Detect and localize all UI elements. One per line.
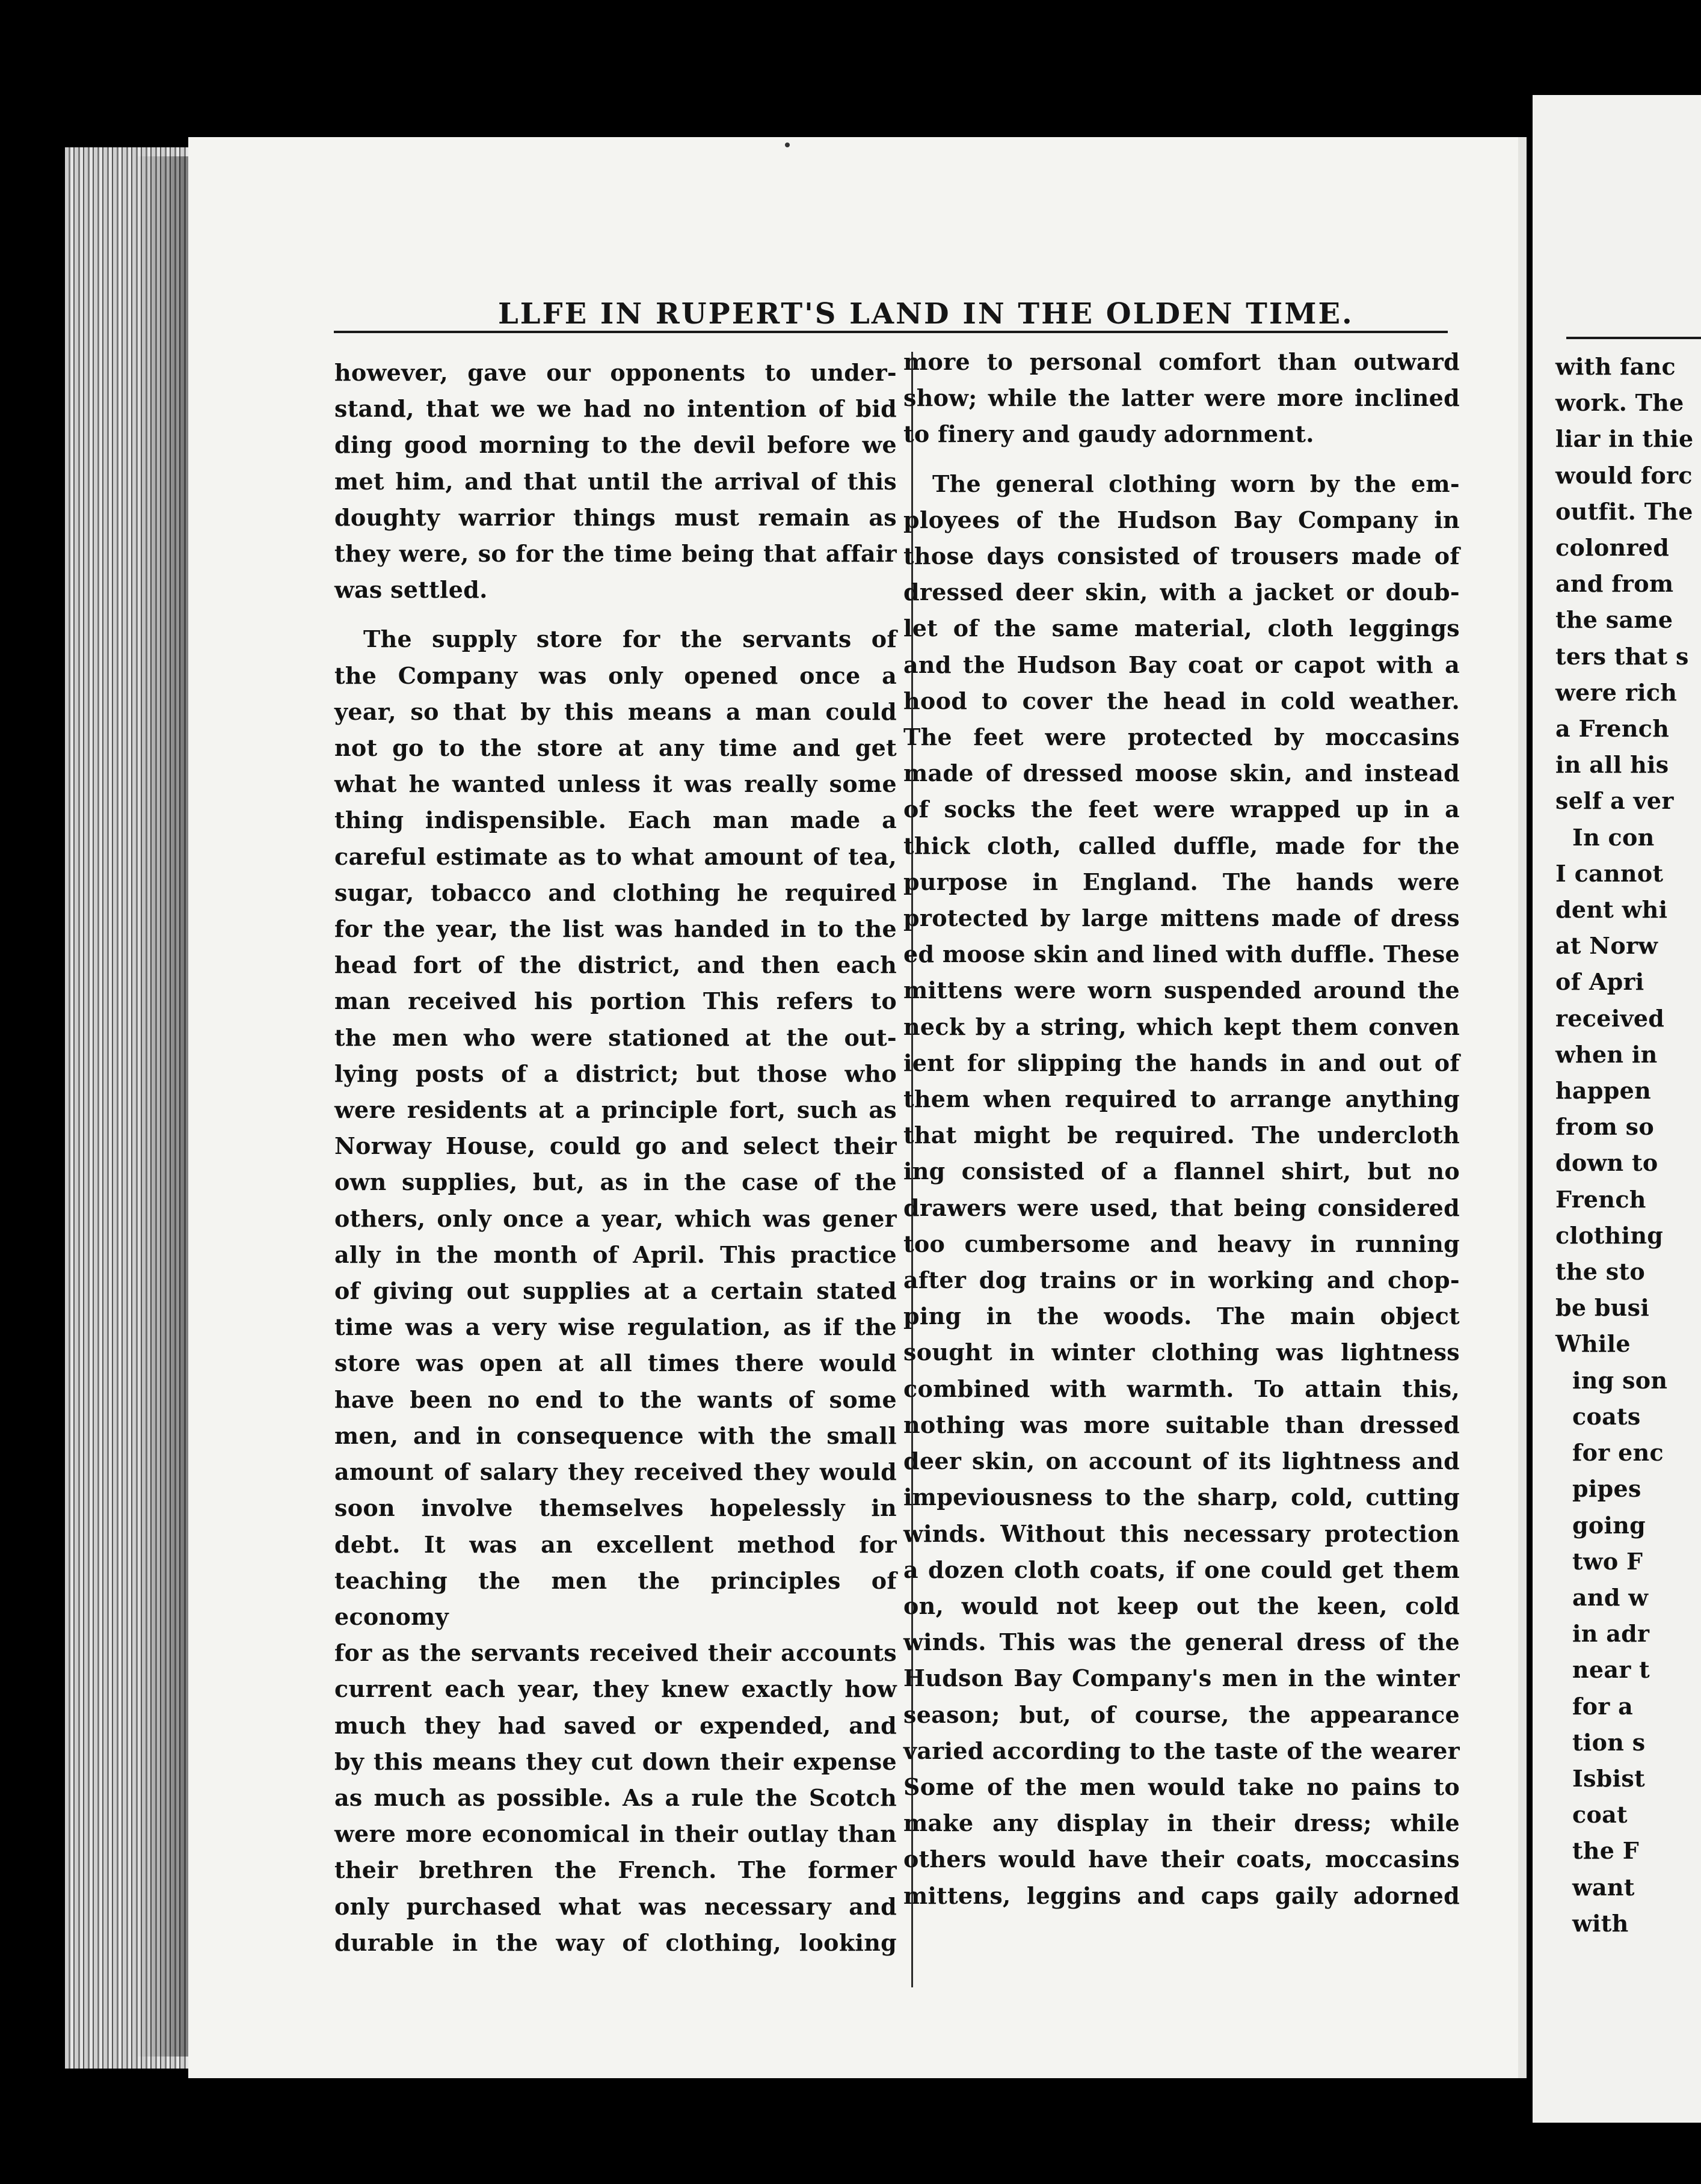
text-line: Norway House, could go and select their <box>334 1132 897 1160</box>
text-line: pipes <box>1572 1475 1641 1503</box>
text-line: the men who were stationed at the out- <box>334 1023 897 1051</box>
text-line: as much as possible. As a rule the Scotch <box>334 1784 897 1811</box>
text-line: mittens, leggins and caps gaily adorned <box>903 1882 1460 1909</box>
page-edge-shadow <box>135 156 189 2057</box>
text-line: ed moose skin and lined with duffle. These <box>903 940 1460 968</box>
text-line: The general clothing worn by the em- <box>932 470 1460 497</box>
print-speck <box>785 143 790 147</box>
text-line: careful estimate as to what amount of tea, <box>334 842 897 870</box>
text-line: them when required to arrange anything <box>903 1085 1460 1113</box>
text-line: current each year, they knew exactly how <box>334 1675 897 1703</box>
text-line: others, only once a year, which was gener <box>334 1204 897 1232</box>
text-line: protected by large mittens made of dress <box>903 904 1460 932</box>
text-line: hood to cover the head in cold weather. <box>903 687 1460 714</box>
text-line: the same <box>1555 606 1673 634</box>
right-page-text-column <box>1555 349 1701 1942</box>
text-line: going <box>1572 1511 1646 1539</box>
text-line: others would have their coats, moccasins <box>903 1845 1460 1873</box>
text-line: happen <box>1555 1077 1651 1105</box>
text-line: man received his portion This refers to <box>334 987 897 1015</box>
text-line: be busi <box>1555 1294 1650 1322</box>
text-line: after dog trains or in working and chop- <box>903 1266 1460 1294</box>
text-line: on, would not keep out the keen, cold <box>903 1592 1460 1619</box>
text-line: more to personal comfort than outward <box>903 348 1460 375</box>
text-line: too cumbersome and heavy in running <box>903 1230 1460 1257</box>
text-line: The feet were protected by moccasins <box>903 723 1460 751</box>
text-line: for the year, the list was handed in to the <box>334 915 897 943</box>
text-line: impeviousness to the sharp, cold, cutting <box>903 1483 1460 1511</box>
text-line: thick cloth, called duffle, made for the <box>903 832 1460 859</box>
text-line: that might be required. The undercloth <box>903 1121 1460 1149</box>
text-line: clothing <box>1555 1221 1664 1249</box>
text-line: of socks the feet were wrapped up in a <box>903 796 1460 823</box>
text-line: of giving out supplies at a certain stated <box>334 1277 897 1305</box>
text-line: thing indispensible. Each man made a <box>334 806 897 834</box>
text-line: by this means they cut down their expense <box>334 1747 897 1775</box>
text-line: make any display in their dress; while <box>903 1809 1460 1837</box>
text-line: I cannot <box>1555 859 1664 887</box>
text-line: what he wanted unless it was really some <box>334 770 897 798</box>
text-line: self a ver <box>1555 787 1674 815</box>
text-line: dent whi <box>1555 896 1668 924</box>
text-line: time was a very wise regulation, as if the <box>334 1313 897 1341</box>
text-line: liar in thie <box>1555 425 1694 453</box>
text-line: have been no end to the wants of some <box>334 1385 897 1413</box>
text-line: head fort of the district, and then each <box>334 951 897 979</box>
text-line: ient for slipping the hands in and out of <box>903 1049 1460 1076</box>
text-line: year, so that by this means a man could <box>334 698 897 725</box>
text-line: While <box>1555 1330 1631 1358</box>
text-line: ployees of the Hudson Bay Company in <box>903 506 1460 533</box>
text-line: for enc <box>1572 1439 1664 1467</box>
text-line: from so <box>1555 1113 1654 1141</box>
text-line: for a <box>1572 1692 1634 1720</box>
text-line: combined with warmth. To attain this, <box>903 1375 1460 1402</box>
text-line: winds. Without this necessary protection <box>903 1520 1460 1547</box>
text-line: own supplies, but, as in the case of the <box>334 1168 897 1196</box>
text-line: season; but, of course, the appearance <box>903 1701 1460 1728</box>
text-line: debt. It was an excellent method for <box>334 1530 897 1558</box>
text-line: doughty warrior things must remain as <box>334 503 897 531</box>
text-line: store was open at all times there would <box>334 1349 897 1377</box>
text-line: dressed deer skin, with a jacket or doub- <box>903 578 1460 606</box>
text-line: were rich <box>1555 678 1678 706</box>
text-line: down to <box>1555 1149 1658 1177</box>
left-text-column <box>334 355 897 1961</box>
text-line: nothing was more suitable than dressed <box>903 1411 1460 1438</box>
text-line: their brethren the French. The former <box>334 1856 897 1884</box>
middle-text-column <box>903 344 1460 1914</box>
text-line: Some of the men would take no pains to <box>903 1773 1460 1800</box>
text-line: purpose in England. The hands were <box>903 868 1460 895</box>
text-line: want <box>1572 1873 1635 1901</box>
text-line: much they had saved or expended, and <box>334 1711 897 1739</box>
text-line: men, and in consequence with the small <box>334 1422 897 1449</box>
text-line: ping in the woods. The main object <box>903 1302 1460 1330</box>
text-line: work. The <box>1555 389 1684 417</box>
text-line: of Apri <box>1555 968 1644 996</box>
text-line: received <box>1555 1004 1665 1032</box>
text-line: the Company was only opened once a <box>334 661 897 689</box>
text-line: neck by a string, which kept them conven <box>903 1013 1460 1040</box>
text-line: stand, that we we had no intention of bid <box>334 395 897 423</box>
text-line: coats <box>1572 1402 1641 1430</box>
text-line: in all his <box>1555 751 1669 779</box>
running-title: LLFE IN RUPERT'S LAND IN THE OLDEN TIME. <box>498 297 1354 331</box>
text-line: a dozen cloth coats, if one could get them <box>903 1556 1460 1583</box>
text-line: would forc <box>1555 461 1693 489</box>
text-line: were residents at a principle fort, such as <box>334 1096 897 1124</box>
text-line: the F <box>1572 1837 1640 1865</box>
text-line: and w <box>1572 1583 1649 1611</box>
text-line: ing consisted of a flannel shirt, but no <box>903 1158 1460 1185</box>
text-line: The supply store for the servants of <box>363 625 897 653</box>
text-line: a French <box>1555 715 1670 743</box>
text-line: French <box>1555 1185 1646 1213</box>
text-line: ing son <box>1572 1366 1668 1394</box>
text-line: near t <box>1572 1656 1650 1684</box>
paragraph-gap <box>903 453 1460 466</box>
header-rule <box>334 331 1448 333</box>
text-line: drawers were used, that being considered <box>903 1194 1460 1221</box>
text-line: In con <box>1572 823 1655 851</box>
text-line: deer skin, on account of its lightness and <box>903 1447 1460 1475</box>
text-line: colonred <box>1555 534 1670 562</box>
text-line: teaching the men the principles of economy <box>334 1566 897 1630</box>
text-line: Isbist <box>1572 1764 1645 1792</box>
text-line: to finery and gaudy adornment. <box>903 420 1314 448</box>
text-line: was settled. <box>334 576 488 604</box>
text-line: ally in the month of April. This practice <box>334 1241 897 1268</box>
text-line: in adr <box>1572 1620 1650 1648</box>
text-line: and from <box>1555 570 1674 598</box>
text-line: soon involve themselves hopelessly in <box>334 1494 897 1522</box>
text-line: mittens were worn suspended around the <box>903 977 1460 1004</box>
text-line: sought in winter clothing was lightness <box>903 1339 1460 1366</box>
paragraph-gap <box>334 608 897 621</box>
text-line: ding good morning to the devil before we <box>334 431 897 459</box>
text-line: outfit. The <box>1555 497 1693 525</box>
text-line: lying posts of a district; but those who <box>334 1060 897 1087</box>
text-line: not go to the store at any time and get <box>334 734 897 762</box>
text-line: ters that s <box>1555 642 1689 670</box>
text-line: varied according to the taste of the wearer <box>903 1737 1460 1764</box>
text-line: however, gave our opponents to under- <box>334 359 897 386</box>
text-line: when in <box>1555 1040 1658 1068</box>
text-line: sugar, tobacco and clothing he required <box>334 879 897 906</box>
text-line: amount of salary they received they would <box>334 1458 897 1486</box>
text-line: they were, so for the time being that affair <box>334 540 897 568</box>
text-line: show; while the latter were more inclined <box>903 384 1460 412</box>
text-line: at Norw <box>1555 932 1658 960</box>
text-line: were more economical in their outlay than <box>334 1820 897 1848</box>
text-line: and the Hudson Bay coat or capot with a <box>903 651 1460 678</box>
text-line: Hudson Bay Company's men in the winter <box>903 1664 1460 1692</box>
text-line: those days consisted of trousers made of <box>903 542 1460 570</box>
text-line: two F <box>1572 1547 1643 1575</box>
text-line: with <box>1572 1909 1629 1937</box>
text-line: for as the servants received their accounts <box>334 1639 897 1667</box>
text-line: made of dressed moose skin, and instead <box>903 759 1460 787</box>
text-line: coat <box>1572 1801 1628 1829</box>
right-page-header-rule <box>1566 337 1701 339</box>
text-line: with fanc <box>1555 353 1676 380</box>
text-line: only purchased what was necessary and <box>334 1892 897 1920</box>
text-line: tion s <box>1572 1728 1646 1756</box>
text-line: winds. This was the general dress of the <box>903 1628 1460 1656</box>
text-line: met him, and that until the arrival of this <box>334 467 897 495</box>
text-line: let of the same material, cloth leggings <box>903 615 1460 642</box>
text-line: the sto <box>1555 1258 1645 1286</box>
text-line: durable in the way of clothing, looking <box>334 1928 897 1956</box>
